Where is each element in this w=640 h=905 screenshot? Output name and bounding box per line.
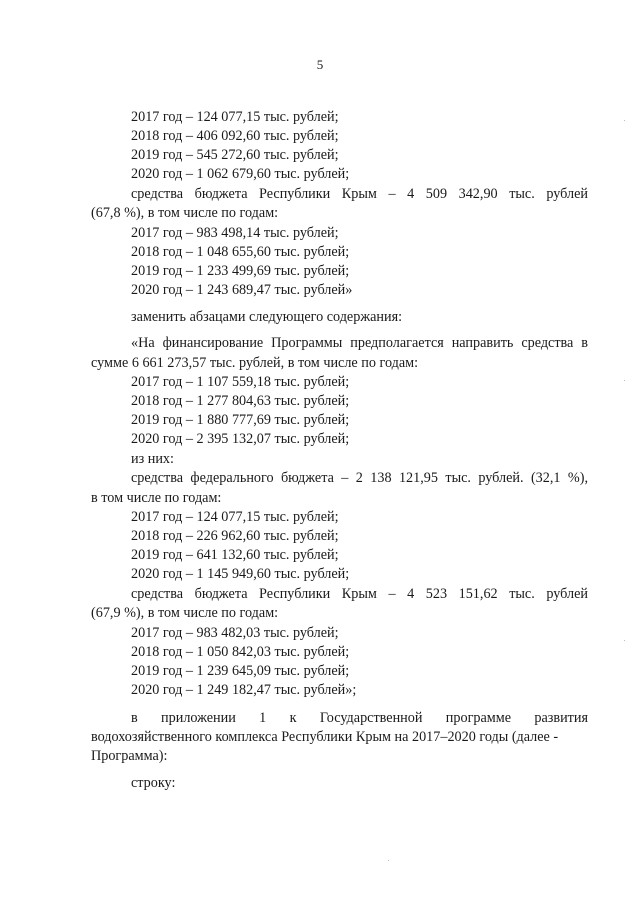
text-line: (67,9 %), в том числе по годам:: [91, 605, 279, 621]
text-line: 2018 год – 1 048 655,60 тыс. рублей;: [131, 244, 350, 260]
text-line: Программа):: [91, 748, 168, 764]
text-line: из них:: [131, 451, 174, 467]
text-line: строку:: [131, 775, 176, 791]
text-line: водохозяйственного комплекса Республики Крым на 2017–2020 годы (далее -: [91, 729, 559, 745]
text-line: 2019 год – 1 233 499,69 тыс. рублей;: [131, 263, 350, 279]
text-line: 2019 год – 1 880 777,69 тыс. рублей;: [131, 412, 350, 428]
text-line: 2020 год – 1 062 679,60 тыс. рублей;: [131, 166, 350, 182]
paragraph-line: средства федерального бюджета – 2 138 121,95 тыс. рублей. (32,1 %),: [131, 470, 588, 486]
scan-speck: [388, 860, 389, 861]
text-line: 2018 год – 406 092,60 тыс. рублей;: [131, 128, 339, 144]
text-line: в том числе по годам:: [91, 490, 222, 506]
text-line: 2018 год – 1 277 804,63 тыс. рублей;: [131, 393, 350, 409]
paragraph-line: средства бюджета Республики Крым – 4 523 151,62 тыс. рублей: [131, 586, 588, 602]
page-number: 5: [316, 57, 324, 72]
text-line: 2018 год – 1 050 842,03 тыс. рублей;: [131, 644, 350, 660]
text-line: 2017 год – 1 107 559,18 тыс. рублей;: [131, 374, 350, 390]
text-line: 2019 год – 545 272,60 тыс. рублей;: [131, 147, 339, 163]
text-line: 2019 год – 1 239 645,09 тыс. рублей;: [131, 663, 350, 679]
text-line: 2017 год – 983 482,03 тыс. рублей;: [131, 625, 339, 641]
text-line: 2017 год – 983 498,14 тыс. рублей;: [131, 225, 339, 241]
scan-speck: [624, 120, 625, 121]
paragraph-line: средства бюджета Республики Крым – 4 509 342,90 тыс. рублей: [131, 186, 588, 202]
scan-speck: [624, 380, 625, 381]
text-line: 2020 год – 1 249 182,47 тыс. рублей»;: [131, 682, 357, 698]
text-line: 2017 год – 124 077,15 тыс. рублей;: [131, 109, 339, 125]
text-line: сумме 6 661 273,57 тыс. рублей, в том числе по годам:: [91, 355, 419, 371]
scan-speck: [624, 640, 625, 641]
paragraph-line: в приложении 1 к Государственной программе развития: [131, 710, 588, 726]
paragraph-line: «На финансирование Программы предполагается направить средства в: [131, 335, 588, 351]
text-line: 2020 год – 2 395 132,07 тыс. рублей;: [131, 431, 350, 447]
text-line: (67,8 %), в том числе по годам:: [91, 205, 279, 221]
text-line: 2020 год – 1 145 949,60 тыс. рублей;: [131, 566, 350, 582]
text-line: 2017 год – 124 077,15 тыс. рублей;: [131, 509, 339, 525]
text-line: 2020 год – 1 243 689,47 тыс. рублей»: [131, 282, 353, 298]
text-line: заменить абзацами следующего содержания:: [131, 309, 403, 325]
text-line: 2019 год – 641 132,60 тыс. рублей;: [131, 547, 339, 563]
text-line: 2018 год – 226 962,60 тыс. рублей;: [131, 528, 339, 544]
